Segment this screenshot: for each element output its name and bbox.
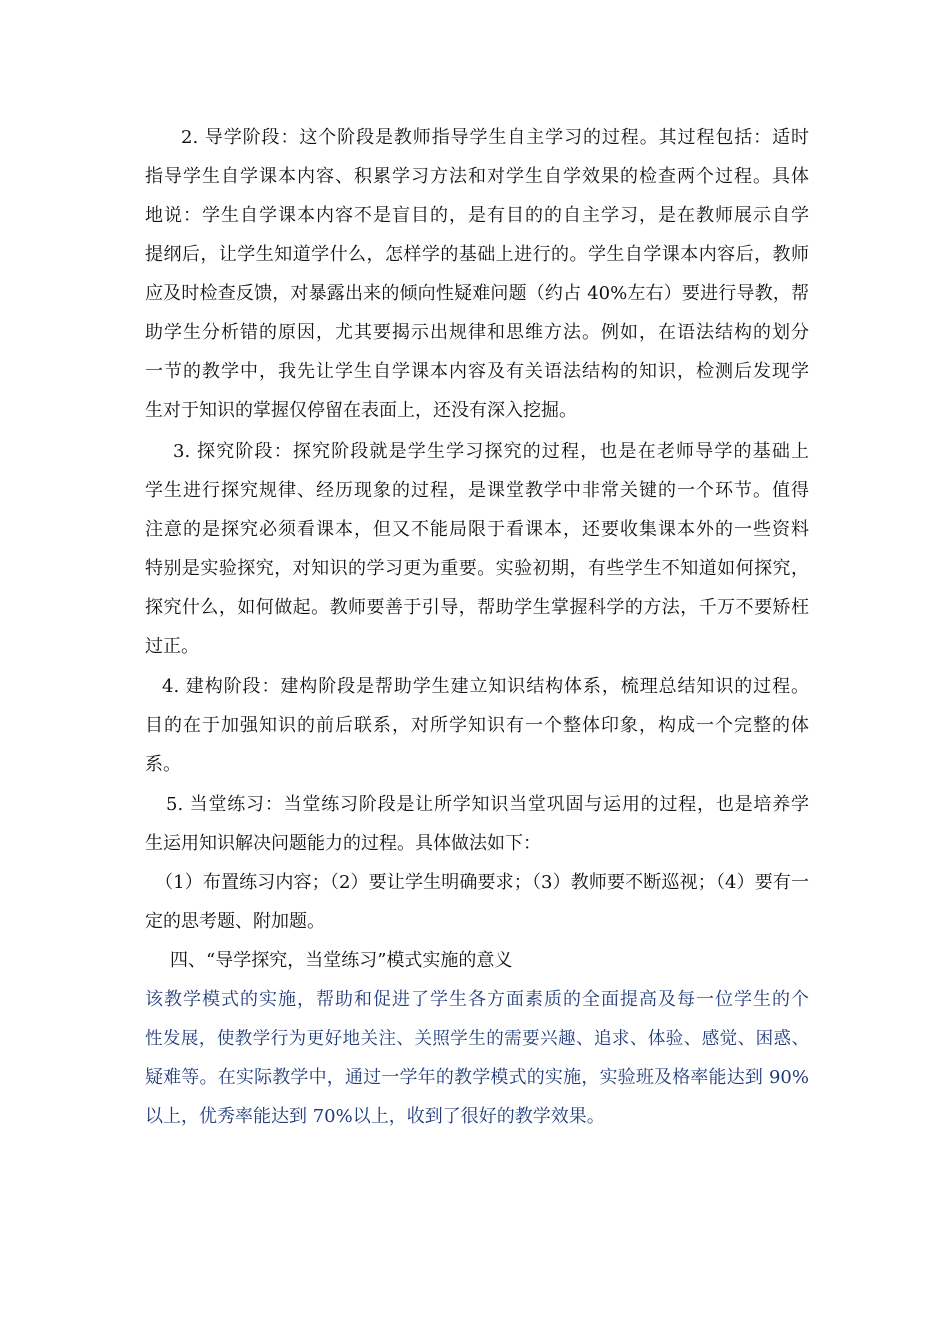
text-line: 学生进行探究规律、经历现象的过程，是课堂教学中非常关键的一个环节。值得 bbox=[145, 480, 809, 501]
text-line: 2. 导学阶段：这个阶段是教师指导学生自主学习的过程。其过程包括：适时 bbox=[181, 127, 809, 148]
text-line: 目的在于加强知识的前后联系，对所学知识有一个整体印象，构成一个完整的体 bbox=[145, 715, 809, 736]
text-line: 注意的是探究必须看课本，但又不能局限于看课本，还要收集课本外的一些资料 bbox=[145, 519, 809, 540]
text-line: 过正。 bbox=[145, 636, 199, 657]
text-line: 地说：学生自学课本内容不是盲目的，是有目的的自主学习，是在教师展示自学 bbox=[145, 205, 809, 226]
text-line: 生运用知识解决问题能力的过程。具体做法如下： bbox=[145, 833, 541, 854]
text-line: 该教学模式的实施，帮助和促进了学生各方面素质的全面提高及每一位学生的个 bbox=[145, 989, 809, 1010]
text-line: 5. 当堂练习：当堂练习阶段是让所学知识当堂巩固与运用的过程，也是培养学 bbox=[166, 794, 809, 815]
text-line: 助学生分析错的原因，尤其要揭示出规律和思维方法。例如，在语法结构的划分 bbox=[145, 322, 809, 343]
text-line: 提纲后，让学生知道学什么，怎样学的基础上进行的。学生自学课本内容后，教师 bbox=[145, 244, 809, 265]
text-line: 特别是实验探究，对知识的学习更为重要。实验初期，有些学生不知道如何探究， bbox=[145, 558, 809, 579]
text-line: 以上，优秀率能达到 70%以上，收到了很好的教学效果。 bbox=[145, 1106, 605, 1127]
text-line: 3. 探究阶段：探究阶段就是学生学习探究的过程，也是在老师导学的基础上 bbox=[173, 441, 809, 462]
text-line: 指导学生自学课本内容、积累学习方法和对学生自学效果的检查两个过程。具体 bbox=[145, 166, 809, 187]
text-line: 4. 建构阶段：建构阶段是帮助学生建立知识结构体系，梳理总结知识的过程。 bbox=[162, 676, 809, 697]
text-line: 一节的教学中，我先让学生自学课本内容及有关语法结构的知识，检测后发现学 bbox=[145, 361, 809, 382]
text-line: （1）布置练习内容；（2）要让学生明确要求；（3）教师要不断巡视；（4）要有一 bbox=[155, 872, 809, 893]
text-line: 应及时检查反馈，对暴露出来的倾向性疑难问题（约占 40%左右）要进行导教，帮 bbox=[145, 283, 809, 304]
text-line: 性发展，使教学行为更好地关注、关照学生的需要兴趣、追求、体验、感觉、困惑、 bbox=[145, 1029, 809, 1049]
text-line: 定的思考题、附加题。 bbox=[145, 911, 325, 932]
text-line: 系。 bbox=[145, 754, 181, 775]
text-line: 疑难等。在实际教学中，通过一学年的教学模式的实施，实验班及格率能达到 90% bbox=[145, 1067, 809, 1088]
text-line: 生对于知识的掌握仅停留在表面上，还没有深入挖掘。 bbox=[145, 400, 577, 421]
section-heading: 四、“导学探究，当堂练习”模式实施的意义 bbox=[170, 950, 513, 971]
text-line: 探究什么，如何做起。教师要善于引导，帮助学生掌握科学的方法，千万不要矫枉 bbox=[145, 597, 809, 618]
